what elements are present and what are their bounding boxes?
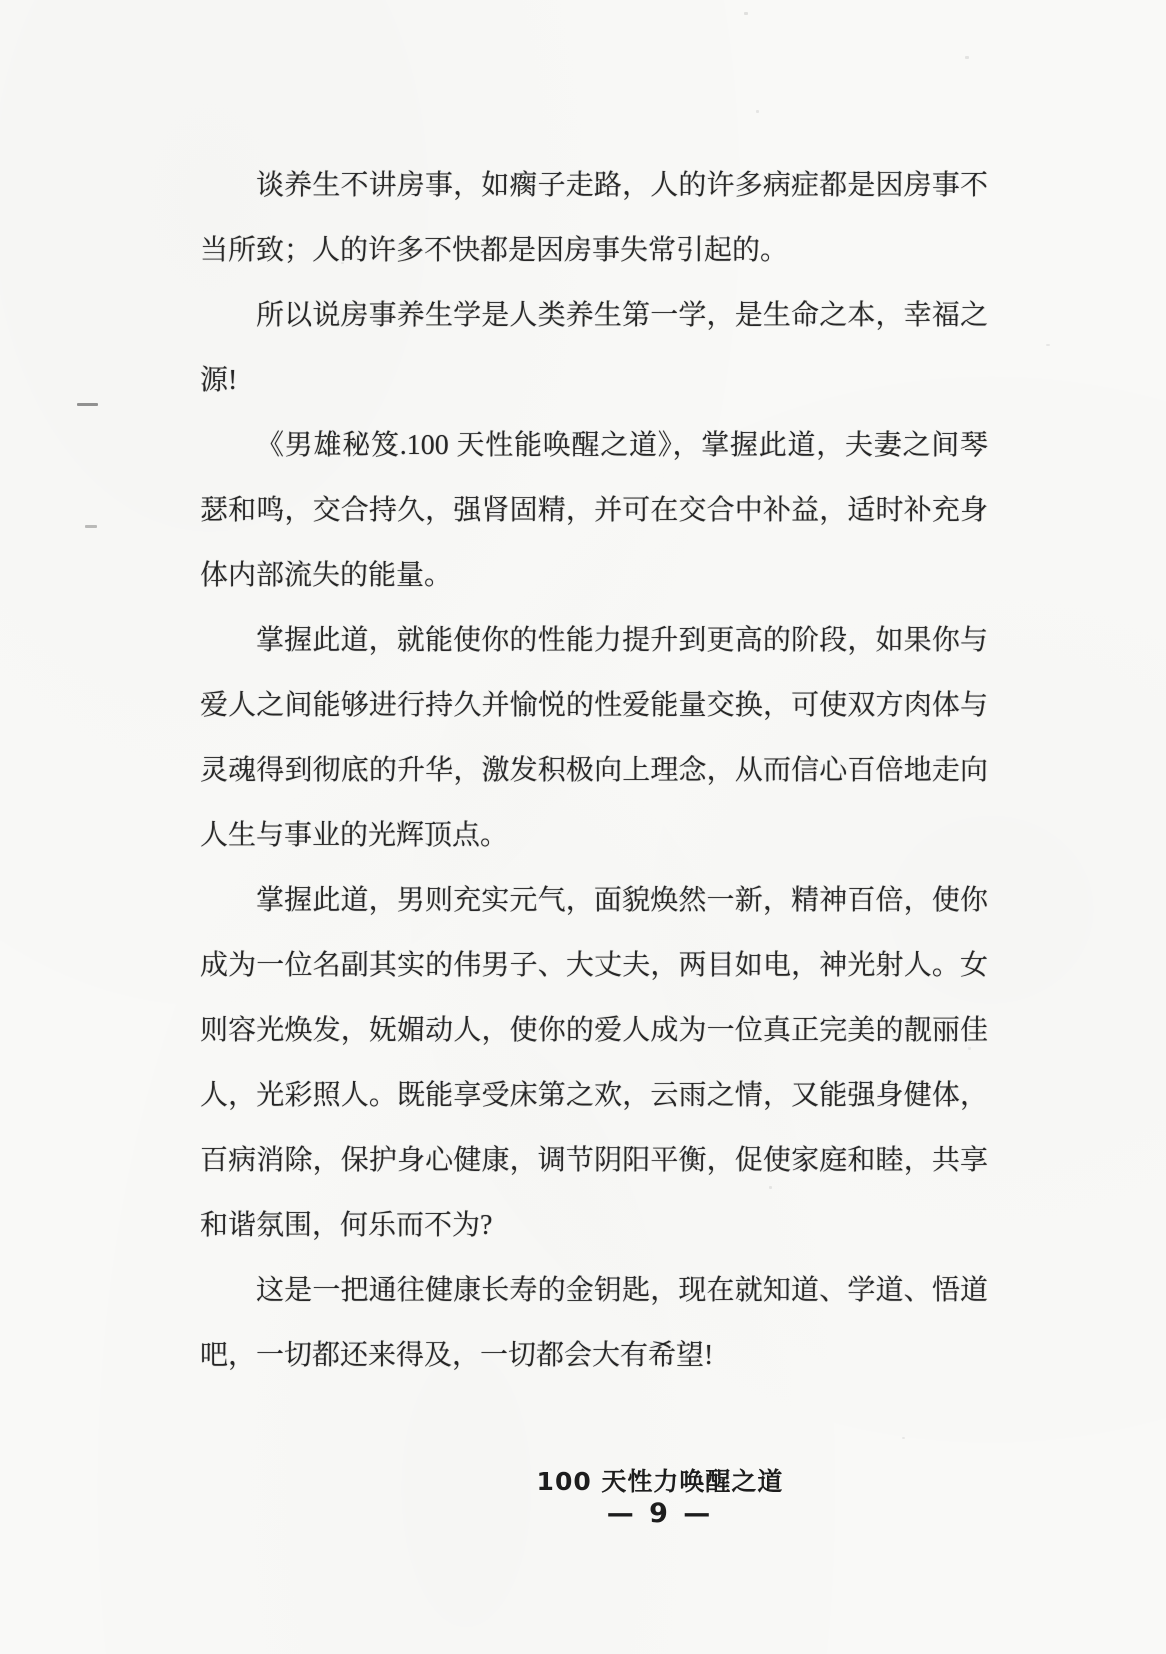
text-line: 和谐氛围，何乐而不为? bbox=[200, 1210, 493, 1241]
text-line: 吧，一切都还来得及，一切都会大有希望! bbox=[200, 1340, 714, 1371]
page-number: — 9 — bbox=[606, 1498, 714, 1529]
paragraph bbox=[200, 413, 988, 608]
text-line: 则容光焕发，妩媚动人，使你的爱人成为一位真正完美的靓丽佳 bbox=[200, 1015, 988, 1046]
text-line: 谈养生不讲房事，如瘸子走路，人的许多病症都是因房事不 bbox=[256, 170, 988, 201]
text-line: 百病消除，保护身心健康，调节阴阳平衡，促使家庭和睦，共享 bbox=[200, 1145, 988, 1176]
paragraph bbox=[200, 153, 988, 283]
text-line: 爱人之间能够进行持久并愉悦的性爱能量交换，可使双方肉体与 bbox=[200, 690, 988, 721]
paragraph bbox=[200, 283, 988, 413]
scan-artifact-speck bbox=[769, 1186, 772, 1189]
text-line: 灵魂得到彻底的升华，激发积极向上理念，从而信心百倍地走向 bbox=[200, 755, 988, 786]
scan-artifact-speck bbox=[744, 12, 748, 15]
body-text bbox=[200, 153, 988, 1388]
scan-artifact-dash bbox=[85, 525, 97, 528]
text-line: 《男雄秘笈.100 天性能唤醒之道》，掌握此道，夫妻之间琴 bbox=[256, 430, 988, 461]
text-line: 源! bbox=[200, 365, 238, 396]
scan-artifact-speck bbox=[341, 262, 344, 264]
text-line: 掌握此道，男则充实元气，面貌焕然一新，精神百倍，使你 bbox=[256, 885, 988, 916]
scan-artifact-speck bbox=[1046, 344, 1050, 346]
paragraph bbox=[200, 608, 988, 868]
text-line: 人，光彩照人。既能享受床第之欢，云雨之情，又能强身健体， bbox=[200, 1080, 988, 1111]
text-line: 掌握此道，就能使你的性能力提升到更高的阶段，如果你与 bbox=[256, 625, 988, 656]
text-line: 这是一把通往健康长寿的金钥匙，现在就知道、学道、悟道 bbox=[256, 1275, 988, 1306]
scan-artifact-speck bbox=[965, 56, 969, 59]
text-line: 所以说房事养生学是人类养生第一学，是生命之本，幸福之 bbox=[256, 300, 988, 331]
text-line: 瑟和鸣，交合持久，强肾固精，并可在交合中补益，适时补充身 bbox=[200, 495, 988, 526]
scan-artifact-dash bbox=[77, 403, 98, 406]
scan-artifact-speck bbox=[756, 110, 759, 113]
running-footer-title: 100 天性力唤醒之道 bbox=[536, 1467, 784, 1496]
paragraph bbox=[200, 868, 988, 1258]
scan-artifact-speck bbox=[968, 1047, 971, 1050]
paragraph bbox=[200, 1258, 988, 1388]
text-line: 体内部流失的能量。 bbox=[200, 560, 453, 591]
text-line: 当所致；人的许多不快都是因房事失常引起的。 bbox=[200, 235, 789, 266]
text-line: 成为一位名副其实的伟男子、大丈夫，两目如电，神光射人。女 bbox=[200, 950, 988, 981]
scan-artifact-speck bbox=[902, 1437, 905, 1439]
text-line: 人生与事业的光辉顶点。 bbox=[200, 820, 509, 851]
